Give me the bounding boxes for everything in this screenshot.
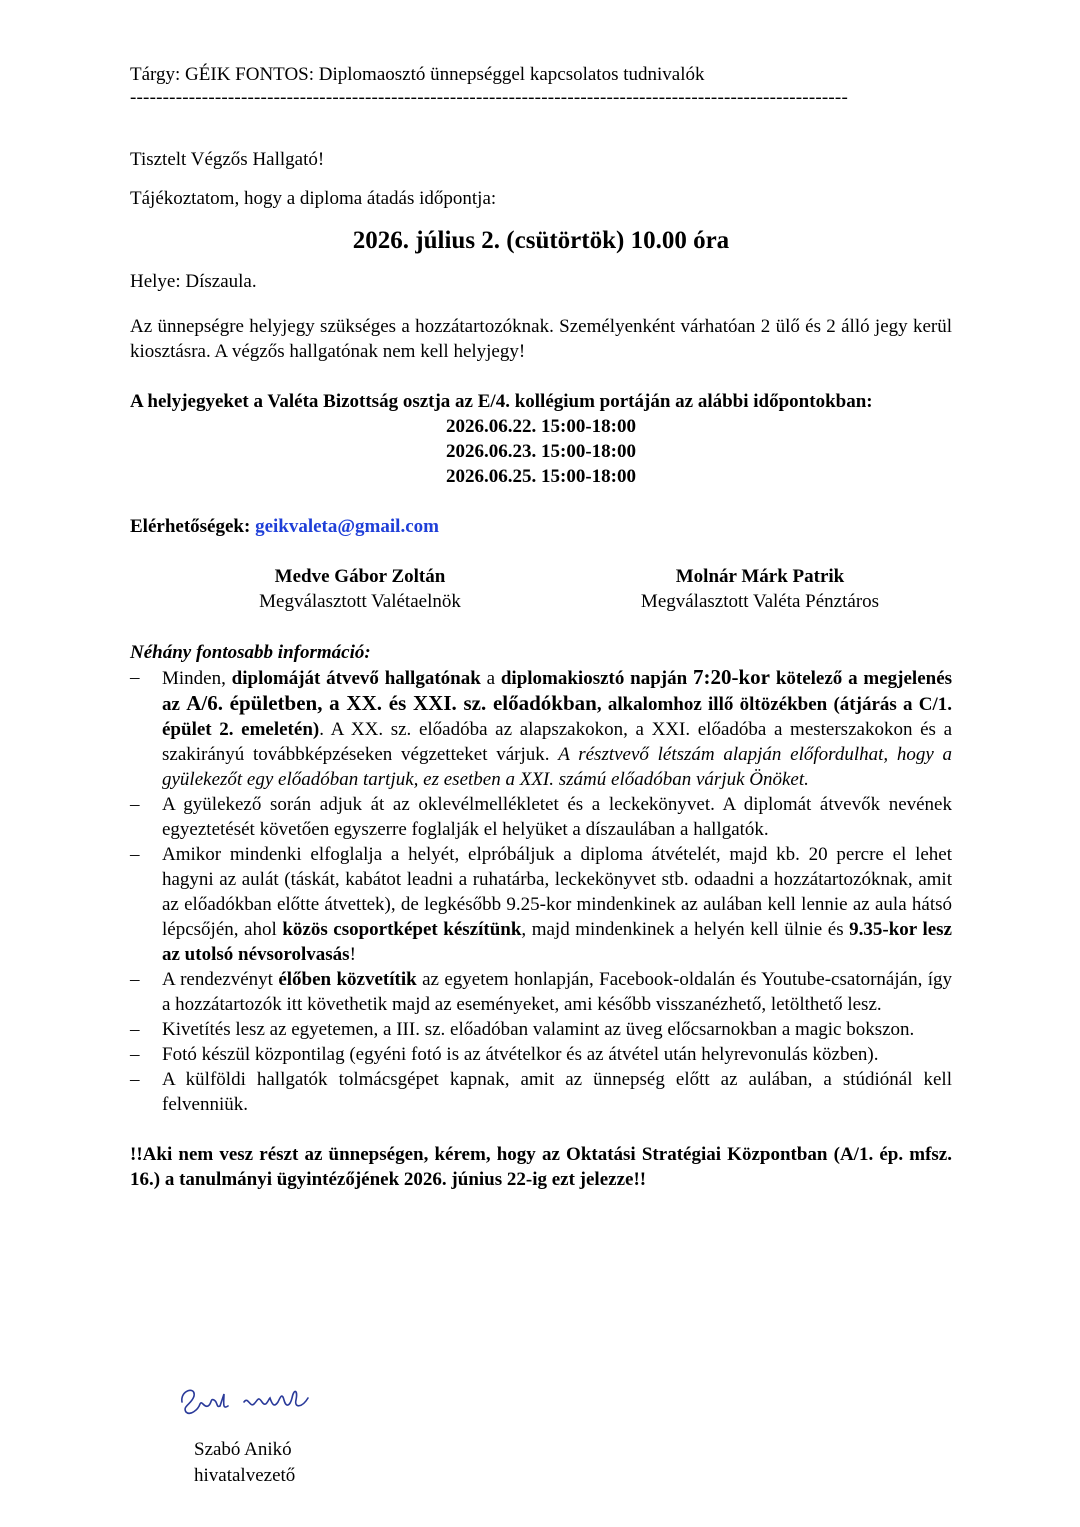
signer-name: Molnár Márk Patrik (675, 566, 845, 587)
signer-role: Megválasztott Valétaelnök (259, 591, 461, 612)
signer-1 (120, 564, 600, 614)
contact-email-link[interactable]: geikvaleta@gmail.com (255, 516, 439, 537)
greeting: Tisztelt Végzős Hallgató! (130, 149, 325, 170)
list-item: – Kivetítés lesz az egyetemen, a III. sz. előadóban valamint az üveg előcsarnokban a magic bokszon. (130, 1017, 952, 1042)
signature-name: Szabó Anikó (194, 1439, 292, 1460)
ticket-time: 2026.06.25. 15:00-18:00 (446, 466, 636, 487)
signature-block (194, 1437, 295, 1489)
seats-paragraph: Az ünnepségre helyjegy szükséges a hozzátartozóknak. Személyenként várhatóan 2 ülő és 2 álló jegy kerül kiosztásra. A végzős hallgatónak nem kell helyjegy! (130, 316, 952, 362)
ticket-times (130, 414, 952, 489)
tickets-paragraph: A helyjegyeket a Valéta Bizottság osztja az E/4. kollégium portáján az alábbi időpontokban: (130, 391, 873, 412)
handwritten-signature (174, 1372, 324, 1422)
contact-line (130, 514, 952, 539)
info-list (130, 665, 952, 1117)
closing-notice: !!Aki nem vesz részt az ünnepségen, kérem, hogy az Oktatási Stratégiai Központban (A/1. ép. mfsz. 16.) a tanulmányi ügyintézőjének 2026. június 22-ig ezt jelezze!! (130, 1144, 952, 1190)
signature-title: hivatalvezető (194, 1465, 296, 1486)
list-item: – A külföldi hallgatók tolmácsgépet kapnak, amit az ünnepség előtt az aulában, a stúdiónál kell felvenniük. (130, 1067, 952, 1117)
contact-label: Elérhetőségek: (130, 516, 251, 537)
subject-line: Tárgy: GÉIK FONTOS: Diplomaosztó ünnepséggel kapcsolatos tudnivalók (130, 64, 705, 85)
signer-name: Medve Gábor Zoltán (274, 566, 446, 587)
letter (130, 62, 952, 1192)
event-place: Helye: Díszaula. (130, 271, 257, 292)
list-item: – A rendezvényt élőben közvetítik az egyetem honlapján, Facebook-oldalán és Youtube-csatornáján, így a hozzátartozók itt követhetik majd az eseményeket, ami később visszanézhető, letölthető lesz. (130, 967, 952, 1017)
ticket-time: 2026.06.23. 15:00-18:00 (446, 441, 636, 462)
separator-line: -------------------------------------------------------------------------------------------------------------- (130, 87, 848, 108)
ticket-time: 2026.06.22. 15:00-18:00 (446, 416, 636, 437)
list-item: – Fotó készül központilag (egyéni fotó is az átvételkor és az átvétel után helyrevonulás közben). (130, 1042, 952, 1067)
list-item: – A gyülekező során adjuk át az oklevélmellékletet és a leckekönyvet. A diplomát átvevők nevének egyeztetését követően egyszerre foglalják el helyüket a díszaulában a hallgatók. (130, 792, 952, 842)
signer-role: Megválasztott Valéta Pénztáros (640, 591, 880, 612)
signers-block (130, 564, 952, 614)
list-item: – Minden, diplomáját átvevő hallgatónak a diplomakiosztó napján 7:20-kor kötelező a megjelenés az A/6. épületben, a XX. és XXI. sz. előadókban, alkalomhoz illő öltözékben (átjárás a C/1. épület 2. emeletén). A XX. sz. előadóba az alapszakokon, a XXI. előadóba a mesterszakokon és a szakirányú továbbképzéseken végzetteket várjuk. A résztvevő létszám alapján előfordulhat, hogy a gyülekezőt egy előadóban tartjuk, ez esetben a XXI. számú előadóban várjuk Önöket. (130, 665, 952, 792)
signer-2 (610, 564, 910, 614)
info-title: Néhány fontosabb információ: (130, 642, 371, 663)
intro-text: Tájékoztatom, hogy a diploma átadás időpontja: (130, 188, 497, 209)
event-date: 2026. július 2. (csütörtök) 10.00 óra (352, 227, 730, 254)
list-item: – Amikor mindenki elfoglalja a helyét, elpróbáljuk a diploma átvételét, majd kb. 20 percre el lehet hagyni az aulát (táskát, kabátot leadni a ruhatárba, leckekönyvet stb. odaadni a hozzátartozóknak, amit az előadókban előtte átvettek), de legkésőbb 9.25-kor mindenkinek az aulában kell lennie az aula hátsó lépcsőjén, ahol közös csoportképet készítünk, majd mindenkinek a helyén kell ülnie és 9.35-kor lesz az utolsó névsorolvasás! (130, 842, 952, 967)
